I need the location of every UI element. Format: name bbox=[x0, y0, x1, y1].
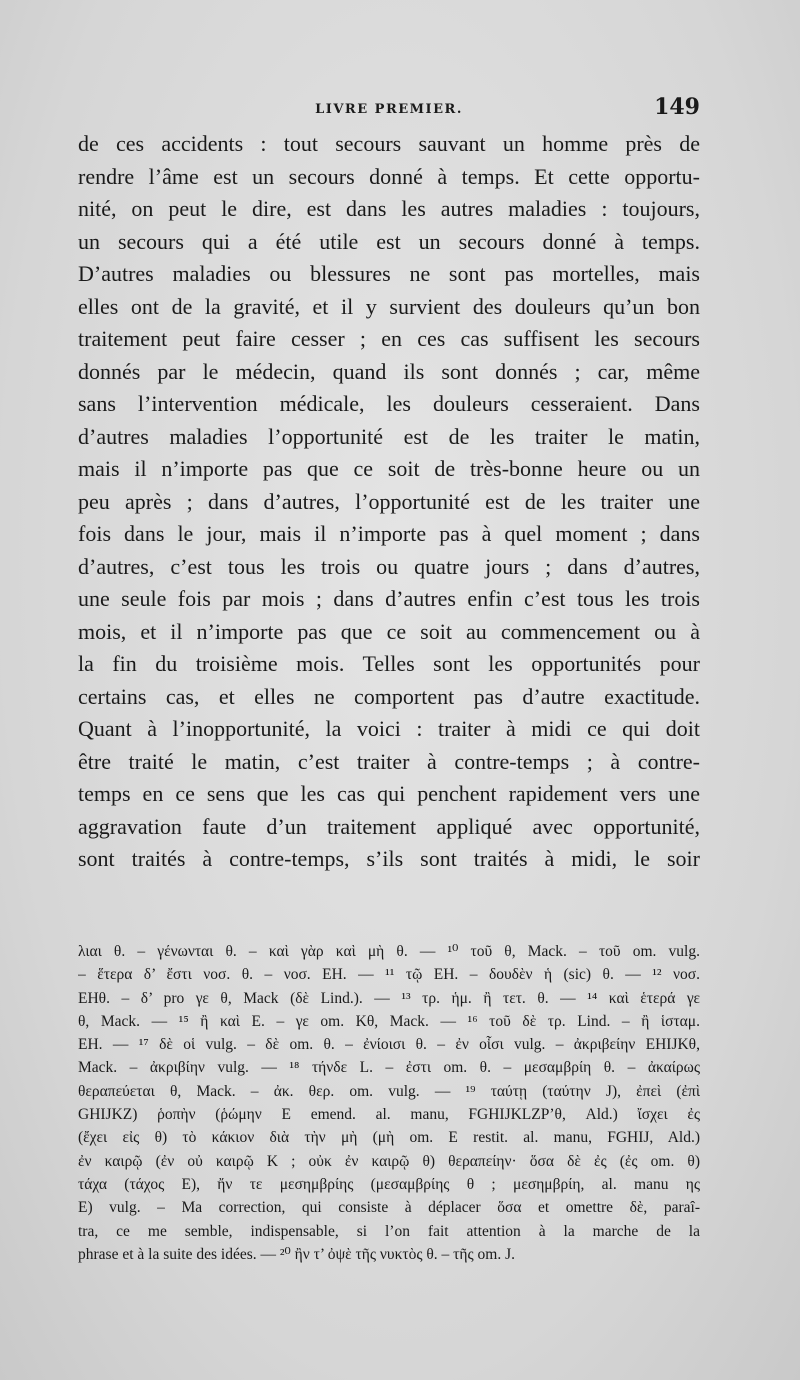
text-line: temps en ce sens que les cas qui penchent rapidement vers une bbox=[78, 781, 700, 806]
note-line: E) vulg. – Ma correction, qui consiste à déplacer ὅσα et omettre δὲ, paraî- bbox=[78, 1199, 700, 1217]
text-line: sans l’intervention médicale, les douleurs cesseraient. Dans bbox=[78, 391, 700, 416]
text-line: certains cas, et elles ne comportent pas d’autre exactitude. bbox=[78, 683, 700, 709]
text-line: fois dans le jour, mais il n’importe pas à quel moment ; dans bbox=[78, 521, 700, 546]
text-line: peu après ; dans d’autres, l’opportunité est de les traiter une bbox=[78, 488, 700, 514]
text-line: une seule fois par mois ; dans d’autres enfin c’est tous les trois bbox=[78, 586, 700, 611]
note-line: EH. — ¹⁷ δὲ οἱ vulg. – δὲ om. θ. – ἐνίοισι θ. – ἐν οἷσι vulg. – ἀκριβείην EHIJKθ, bbox=[78, 1036, 700, 1054]
text-line: donnés par le médecin, quand ils sont donnés ; car, même bbox=[78, 358, 700, 384]
text-line: sont traités à contre-temps, s’ils sont traités à midi, le soir bbox=[78, 846, 700, 871]
note-line: θ, Mack. — ¹⁵ ἢ καὶ E. – γε om. Kθ, Mack. — ¹⁶ τοῦ δὲ τρ. Lind. – ἢ ἱσταμ. bbox=[78, 1012, 700, 1030]
note-line: Mack. – ἀκριβίην vulg. — ¹⁸ τήνδε L. – ἐστι om. θ. – μεσαμβρίη θ. – ἀκαίρως bbox=[78, 1059, 700, 1077]
note-line: tra, ce me semble, indispensable, si l’on fait attention à la marche de la bbox=[78, 1222, 700, 1240]
text-line: d’autres, c’est tous les trois ou quatre jours ; dans d’autres, bbox=[78, 553, 700, 579]
text-line: mais il n’importe pas que ce soit de très-bonne heure ou un bbox=[78, 456, 700, 481]
text-line: D’autres maladies ou blessures ne sont pas mortelles, mais bbox=[78, 261, 700, 286]
text-line: la fin du troisième mois. Telles sont les opportunités pour bbox=[78, 651, 700, 676]
critical-apparatus-notes bbox=[78, 940, 700, 1266]
text-line: de ces accidents : tout secours sauvant un homme près de bbox=[78, 131, 700, 156]
page-number: 149 bbox=[654, 94, 700, 120]
note-line: phrase et à la suite des idées. — ²⁰ ἢν τ’ ὀψὲ τῆς νυκτὸς θ. – τῆς om. J. bbox=[78, 1245, 515, 1263]
text-line: aggravation faute d’un traitement appliqué avec opportunité, bbox=[78, 813, 700, 839]
text-line: mois, et il n’importe pas que ce soit au commencement ou à bbox=[78, 618, 700, 644]
note-line: GHIJKZ) ῥοπὴν (ῥώμην E emend. al. manu, FGHIJKLZP’θ, Ald.) ἴσχει ἐς bbox=[78, 1106, 700, 1124]
text-line: d’autres maladies l’opportunité est de les traiter le matin, bbox=[78, 423, 700, 449]
note-line: λιαι θ. – γένωνται θ. – καὶ γὰρ καὶ μὴ θ. — ¹⁰ τοῦ θ, Mack. – τοῦ om. vulg. bbox=[78, 943, 700, 960]
main-text bbox=[78, 128, 700, 876]
note-line: θεραπεύεται θ, Mack. – ἀκ. θερ. om. vulg. — ¹⁹ ταύτῃ (ταύτην J), ἐπεὶ (ἐπὶ bbox=[78, 1082, 700, 1100]
text-line: elles ont de la gravité, et il y survient des douleurs qu’un bon bbox=[78, 293, 700, 319]
text-line: un secours qui a été utile est un secours donné à temps. bbox=[78, 228, 700, 254]
text-line: être traité le matin, c’est traiter à contre-temps ; à contre- bbox=[78, 748, 700, 774]
note-line: τάχα (τάχος E), ἤν τε μεσημβρίης (μεσαμβρίης θ ; μεσημβρίη, al. manu ης bbox=[78, 1175, 700, 1193]
note-line: – ἕτερα δ’ ἔστι νοσ. θ. – νοσ. EH. — ¹¹ τῷ EH. – δουδὲν ἡ (sic) θ. — ¹² νοσ. bbox=[78, 966, 700, 984]
running-head: LIVRE PREMIER. bbox=[315, 102, 463, 117]
note-line: EHθ. – δ’ pro γε θ, Mack (δὲ Lind.). — ¹³ τρ. ἡμ. ἢ τετ. θ. — ¹⁴ καὶ ἑτερά γε bbox=[78, 989, 700, 1007]
note-line: ἐν καιρῷ (ἐν οὐ καιρῷ K ; οὐκ ἐν καιρῷ θ) θεραπείην· ὅσα δὲ ἐς (ἐς om. θ) bbox=[78, 1152, 700, 1170]
page-header bbox=[78, 96, 700, 126]
text-line: Quant à l’inopportunité, la voici : traiter à midi ce qui doit bbox=[78, 716, 700, 741]
note-line: (ἔχει εἰς θ) τὸ κάκιον διὰ τὴν μὴ (μὴ om. E restit. al. manu, FGHIJ, Ald.) bbox=[78, 1129, 700, 1147]
text-line: rendre l’âme est un secours donné à temps. Et cette opportu- bbox=[78, 163, 700, 189]
text-line: nité, on peut le dire, est dans les autres maladies : toujours, bbox=[78, 196, 700, 221]
text-line: traitement peut faire cesser ; en ces cas suffisent les secours bbox=[78, 326, 700, 351]
